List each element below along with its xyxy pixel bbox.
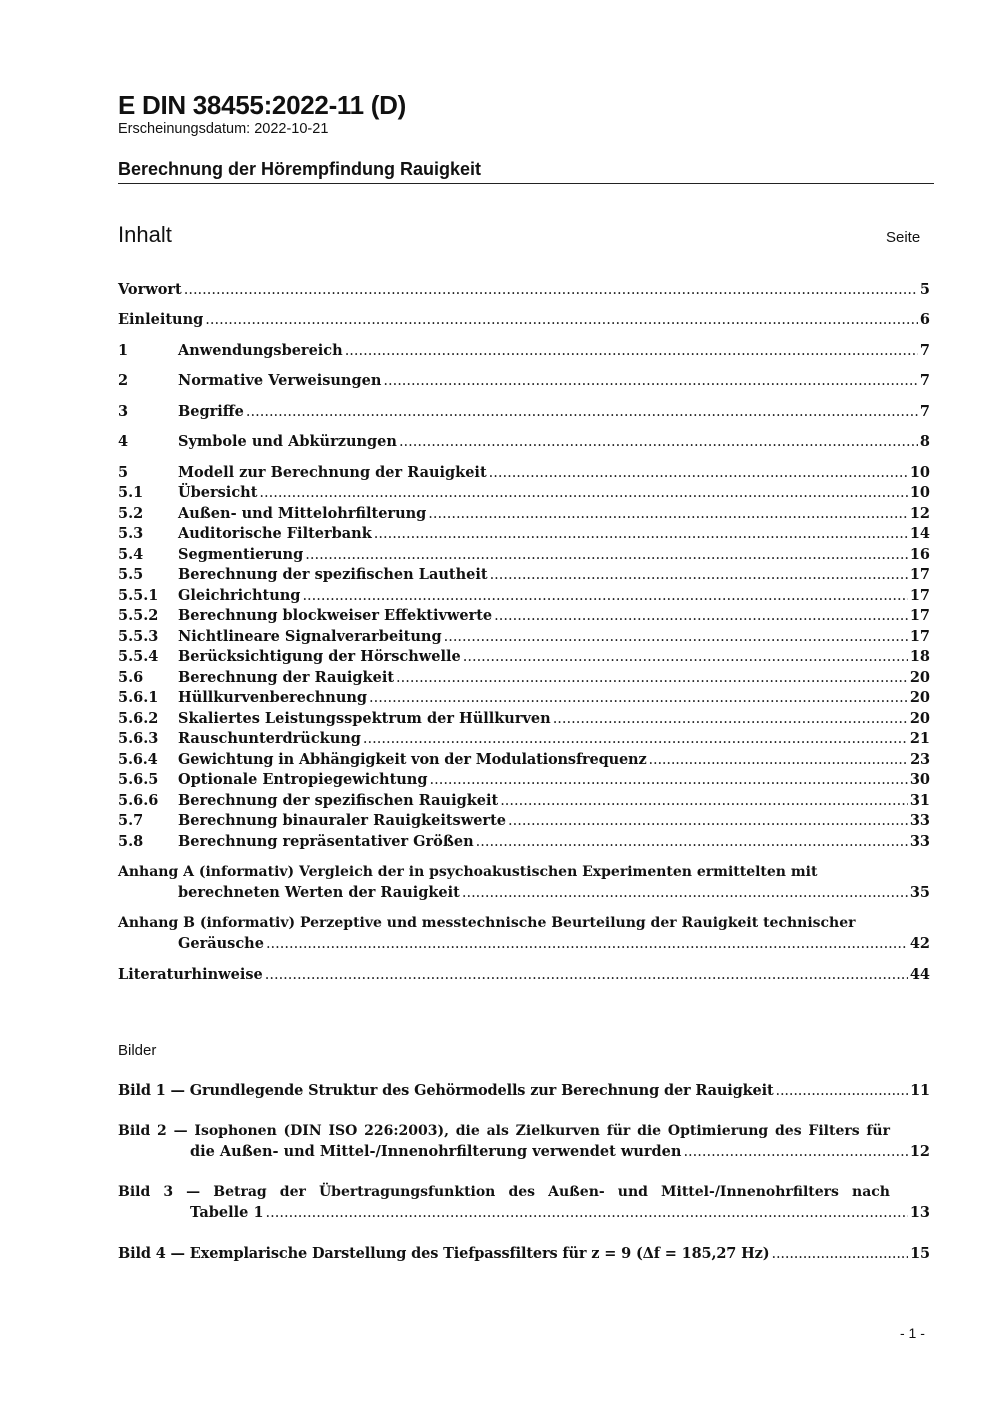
toc-entry-5-3[interactable] bbox=[118, 523, 930, 544]
toc-entry-number: 5.2 bbox=[118, 505, 144, 522]
dot-leader bbox=[383, 371, 918, 392]
toc-entry-number: 5.6.4 bbox=[118, 751, 158, 768]
figure-entry-3-line1[interactable]: Bild 3 — Betrag der Übertragungsfunktion des Außen- und Mittel-/Innenohrfilters nach bbox=[118, 1184, 890, 1200]
toc-entry-title: Berechnung blockweiser Effektivwerte bbox=[178, 607, 493, 624]
figure-entry-title: Bild 4 — Exemplarische Darstellung des Tiefpassfilters für z = 9 (Δf = 185,27 Hz) bbox=[118, 1245, 770, 1262]
toc-entry-page: 7 bbox=[919, 403, 930, 420]
toc-annex-b-line1[interactable]: Anhang B (informativ) Perzeptive und messtechnische Beurteilung der Rauigkeit technischer bbox=[118, 915, 856, 931]
toc-entry-5-5-1[interactable] bbox=[118, 585, 930, 606]
toc-entry-title: Einleitung bbox=[118, 311, 204, 328]
toc-entry-title: Modell zur Berechnung der Rauigkeit bbox=[178, 464, 487, 481]
publication-date: Erscheinungsdatum: 2022-10-21 bbox=[118, 121, 329, 137]
toc-entry-5-4[interactable] bbox=[118, 544, 930, 565]
toc-entry-title: Skaliertes Leistungsspektrum der Hüllkurven bbox=[178, 710, 551, 727]
dot-leader bbox=[649, 750, 909, 771]
dot-leader bbox=[494, 606, 908, 627]
figure-entry-page: 15 bbox=[910, 1245, 930, 1262]
dot-leader bbox=[259, 483, 907, 504]
figure-entry-4[interactable] bbox=[118, 1243, 930, 1264]
toc-entry-title: Geräusche bbox=[178, 935, 264, 952]
toc-entry-annex-b[interactable] bbox=[178, 933, 930, 954]
dot-leader bbox=[430, 770, 908, 791]
toc-entry-title: Normative Verweisungen bbox=[178, 372, 382, 389]
toc-entry-page: 42 bbox=[909, 935, 930, 952]
toc-entry-number: 5.6.6 bbox=[118, 792, 159, 809]
figure-entry-2[interactable] bbox=[190, 1141, 930, 1162]
dot-leader bbox=[489, 463, 908, 484]
toc-entry-number: 5.6.3 bbox=[118, 730, 159, 747]
dot-leader bbox=[476, 832, 908, 853]
toc-heading: Inhalt bbox=[118, 222, 172, 247]
toc-entry-page: 12 bbox=[909, 505, 930, 522]
dot-leader bbox=[399, 432, 918, 453]
toc-entry-title: Außen- und Mittelohrfilterung bbox=[178, 505, 427, 522]
toc-entry-number: 1 bbox=[118, 342, 129, 359]
toc-entry-page: 31 bbox=[909, 792, 930, 809]
toc-entry-title: Begriffe bbox=[178, 403, 244, 420]
toc-entry-page: 8 bbox=[919, 433, 930, 450]
toc-entry-number: 5 bbox=[118, 464, 129, 481]
dot-leader bbox=[369, 688, 908, 709]
toc-entry-number: 5.5.4 bbox=[118, 648, 159, 665]
toc-entry-5-6-5[interactable] bbox=[118, 769, 930, 790]
toc-entry-page: 17 bbox=[909, 566, 930, 583]
toc-entry-title: Gleichrichtung bbox=[178, 587, 301, 604]
toc-entry-5-6-4[interactable] bbox=[118, 749, 930, 770]
toc-entry-title: Optionale Entropiegewichtung bbox=[178, 771, 428, 788]
dot-leader bbox=[683, 1142, 907, 1163]
toc-entry-title: Berechnung repräsentativer Größen bbox=[178, 833, 474, 850]
toc-entry-3[interactable] bbox=[118, 401, 930, 422]
toc-entry-1[interactable] bbox=[118, 340, 930, 361]
toc-entry-5-6-3[interactable] bbox=[118, 728, 930, 749]
toc-entry-number: 5.5.2 bbox=[118, 607, 159, 624]
toc-entry-page: 20 bbox=[909, 710, 930, 727]
dot-leader bbox=[462, 883, 908, 904]
toc-entry-page: 33 bbox=[909, 812, 930, 829]
toc-entry-title: Anwendungsbereich bbox=[178, 342, 343, 359]
figure-entry-page: 11 bbox=[910, 1082, 930, 1099]
toc-entry-number: 5.6 bbox=[118, 669, 144, 686]
toc-entry-title: Symbole und Abkürzungen bbox=[178, 433, 397, 450]
toc-entry-5-6-6[interactable] bbox=[118, 790, 930, 811]
dot-leader bbox=[302, 586, 907, 607]
toc-entry-5-8[interactable] bbox=[118, 831, 930, 852]
figures-heading: Bilder bbox=[118, 1042, 157, 1059]
toc-entry-title: Berechnung der Rauigkeit bbox=[178, 669, 395, 686]
dot-leader bbox=[776, 1081, 909, 1102]
toc-entry-page: 7 bbox=[919, 372, 930, 389]
toc-entry-title: Rauschunterdrückung bbox=[178, 730, 361, 747]
toc-entry-title: Berücksichtigung der Hörschwelle bbox=[178, 648, 461, 665]
toc-entry-page: 14 bbox=[909, 525, 930, 542]
toc-entry-5-5-2[interactable] bbox=[118, 605, 930, 626]
toc-entry-number: 4 bbox=[118, 433, 129, 450]
toc-entry-number: 5.3 bbox=[118, 525, 144, 542]
toc-entry-title: Übersicht bbox=[178, 484, 258, 501]
toc-entry-number: 5.5.1 bbox=[118, 587, 159, 604]
toc-entry-number: 5.8 bbox=[118, 833, 144, 850]
dot-leader bbox=[553, 709, 908, 730]
toc-entry-5-6-1[interactable] bbox=[118, 687, 930, 708]
toc-annex-a-line1[interactable]: Anhang A (informativ) Vergleich der in psychoakustischen Experimenten ermittelten mit bbox=[118, 864, 818, 880]
figure-entry-title: Bild 1 — Grundlegende Struktur des Gehörmodells zur Berechnung der Rauigkeit bbox=[118, 1082, 774, 1099]
toc-entry-number: 5.5 bbox=[118, 566, 144, 583]
toc-entry-page: 20 bbox=[909, 669, 930, 686]
toc-entry-title: Auditorische Filterbank bbox=[178, 525, 372, 542]
toc-entry-page: 30 bbox=[909, 771, 930, 788]
toc-entry-title: Berechnung der spezifischen Rauigkeit bbox=[178, 792, 499, 809]
toc-entry-page: 35 bbox=[909, 884, 930, 901]
toc-entry-title: Gewichtung in Abhängigkeit von der Modulationsfrequenz bbox=[178, 751, 647, 768]
toc-entry-einleitung[interactable] bbox=[118, 309, 930, 330]
toc-entry-title: Vorwort bbox=[118, 281, 182, 298]
figure-entry-title: Tabelle 1 bbox=[190, 1204, 264, 1221]
dot-leader bbox=[444, 627, 908, 648]
dot-leader bbox=[771, 1244, 908, 1265]
toc-entry-4[interactable] bbox=[118, 431, 930, 452]
toc-entry-title: Nichtlineare Signalverarbeitung bbox=[178, 628, 442, 645]
toc-entry-5-5-4[interactable] bbox=[118, 646, 930, 667]
toc-entry-number: 5.6.5 bbox=[118, 771, 159, 788]
toc-entry-5-6[interactable] bbox=[118, 667, 930, 688]
page-number: - 1 - bbox=[900, 1325, 925, 1341]
toc-entry-page: 17 bbox=[909, 628, 930, 645]
dot-leader bbox=[396, 668, 908, 689]
toc-entry-page: 23 bbox=[910, 751, 930, 768]
dot-leader bbox=[500, 791, 908, 812]
toc-entry-page: 21 bbox=[909, 730, 930, 747]
toc-entry-title: Berechnung binauraler Rauigkeitswerte bbox=[178, 812, 506, 829]
figure-entry-page: 13 bbox=[909, 1204, 930, 1221]
toc-entry-number: 5.6.1 bbox=[118, 689, 159, 706]
dot-leader bbox=[363, 729, 908, 750]
toc-entry-page: 44 bbox=[909, 966, 930, 983]
toc-entry-number: 5.4 bbox=[118, 546, 144, 563]
dot-leader bbox=[490, 565, 908, 586]
toc-entry-5-2[interactable] bbox=[118, 503, 930, 524]
toc-entry-5-7[interactable] bbox=[118, 810, 930, 831]
toc-entry-page: 17 bbox=[909, 607, 930, 624]
toc-entry-5-1[interactable] bbox=[118, 482, 930, 503]
dot-leader bbox=[266, 1203, 908, 1224]
toc-entry-number: 3 bbox=[118, 403, 129, 420]
header-divider bbox=[118, 183, 934, 184]
figure-entry-1[interactable] bbox=[118, 1080, 930, 1101]
dot-leader bbox=[345, 341, 918, 362]
dot-leader bbox=[305, 545, 908, 566]
toc-entry-page: 33 bbox=[909, 833, 930, 850]
figure-entry-3[interactable] bbox=[190, 1202, 930, 1223]
toc-entry-page: 17 bbox=[909, 587, 930, 604]
figure-entry-page: 12 bbox=[909, 1143, 930, 1160]
toc-entry-5[interactable] bbox=[118, 462, 930, 483]
figure-entry-2-line1[interactable]: Bild 2 — Isophonen (DIN ISO 226:2003), die als Zielkurven für die Optimierung des Filters für bbox=[118, 1123, 890, 1139]
document-title: E DIN 38455:2022-11 (D) bbox=[118, 90, 406, 120]
toc-entry-page: 20 bbox=[909, 689, 930, 706]
dot-leader bbox=[205, 310, 918, 331]
toc-entry-title: Berechnung der spezifischen Lautheit bbox=[178, 566, 488, 583]
toc-entry-number: 5.6.2 bbox=[118, 710, 159, 727]
dot-leader bbox=[184, 280, 918, 301]
toc-entry-number: 5.1 bbox=[118, 484, 144, 501]
page-column-label: Seite bbox=[886, 229, 921, 246]
dot-leader bbox=[374, 524, 908, 545]
dot-leader bbox=[463, 647, 908, 668]
toc-entry-number: 5.5.3 bbox=[118, 628, 159, 645]
toc-entry-page: 18 bbox=[909, 648, 930, 665]
toc-entry-number: 2 bbox=[118, 372, 129, 389]
toc-entry-annex-a[interactable] bbox=[178, 882, 930, 903]
toc-entry-2[interactable] bbox=[118, 370, 930, 391]
toc-entry-vorwort[interactable] bbox=[118, 279, 930, 300]
document-subject: Berechnung der Hörempfindung Rauigkeit bbox=[118, 159, 482, 179]
toc-entry-title: Segmentierung bbox=[178, 546, 304, 563]
toc-entry-page: 10 bbox=[909, 484, 930, 501]
toc-entry-5-6-2[interactable] bbox=[118, 708, 930, 729]
dot-leader bbox=[246, 402, 918, 423]
toc-entry-title: Hüllkurvenberechnung bbox=[178, 689, 368, 706]
toc-entry-title: Literaturhinweise bbox=[118, 966, 263, 983]
toc-entry-number: 5.7 bbox=[118, 812, 144, 829]
toc-entry-page: 10 bbox=[909, 464, 930, 481]
figure-entry-title: die Außen- und Mittel-/Innenohrfilterung verwendet wurden bbox=[190, 1143, 682, 1160]
toc-entry-title: berechneten Werten der Rauigkeit bbox=[178, 884, 460, 901]
dot-leader bbox=[508, 811, 908, 832]
dot-leader bbox=[428, 504, 908, 525]
toc-entry-page: 5 bbox=[919, 281, 930, 298]
toc-entry-page: 6 bbox=[919, 311, 930, 328]
toc-entry-page: 7 bbox=[919, 342, 930, 359]
toc-entry-5-5[interactable] bbox=[118, 564, 930, 585]
dot-leader bbox=[266, 934, 908, 955]
toc-entry-5-5-3[interactable] bbox=[118, 626, 930, 647]
dot-leader bbox=[265, 965, 908, 986]
toc-entry-page: 16 bbox=[909, 546, 930, 563]
toc-entry-bibliography[interactable] bbox=[118, 964, 930, 985]
